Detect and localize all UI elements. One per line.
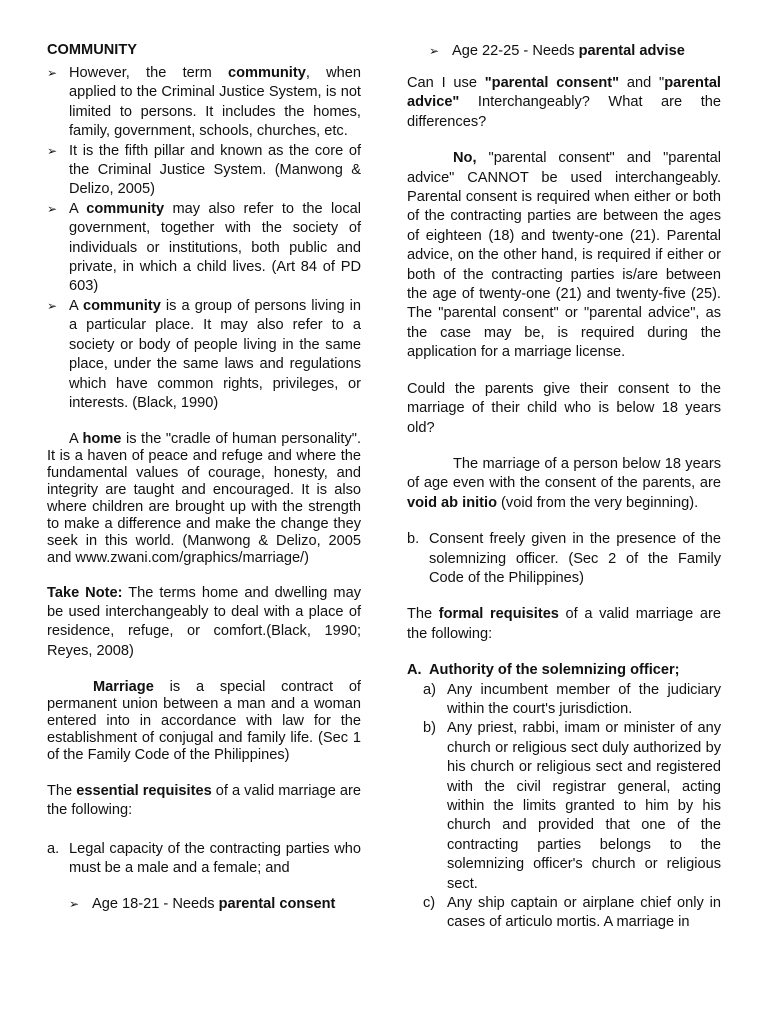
essential-requisites-intro: The essential requisites of a valid marriage are the following: [47,782,361,819]
list-item: ➢ However, the term community, when applied to the Criminal Justice System, is not limited to persons. It includes the homes, family, government, schools, churches, etc. [47,65,361,140]
arrow-bullet-icon: ➢ [69,897,80,912]
list-marker: A. [407,662,422,679]
home-definition: A home is the "cradle of human personality". It is a haven of peace and refuge and where the fundamental values of courage, honesty, and integrity are taught and encouraged. It is also where children are brought up with the strength to make a difference and make the change they seek in this world. (Manwong & Delizo, 2005 and www.zwani.com/graphics/marriage/) [47,431,362,566]
question-below-18: Could the parents give their consent to the marriage of their child who is below 18 years old? [407,380,721,436]
authority-list [407,681,721,933]
answer-interchangeable: No, "parental consent" and "parental advice" CANNOT be used interchangeably. Parental consent is required when either or both of the contracting parties are between the ages of eighteen (18) and twenty-one (21). Parental advice, on the other hand, is required if either or both of the contracting parties is/are between the age of twenty-one (21) and twenty-five (25). The "parental consent" or "parental advice", as the case may be, is required during the application for a marriage license. [407,150,721,361]
list-item: ➢ It is the fifth pillar and known as the core of the Criminal Justice System. (Manwong & Delizo, 2005) [47,142,361,198]
list-item: a) Any incumbent member of the judiciary within the court's jurisdiction. [423,681,721,717]
community-bullet-list [47,64,361,413]
list-marker: b) [423,720,436,737]
list-item: b) Any priest, rabbi, imam or minister of any church or religious sect duly authorized by his church or religious sect and registered with the civil registrar general, acting within the limits granted to him by his church and provided that one of the contracting parties belongs to the solemnizing officer's church or religious sect. [423,720,721,892]
requisite-a: a. Legal capacity of the contracting parties who must be a male and a female; and [47,840,361,876]
answer-below-18: The marriage of a person below 18 years of age even with the consent of the parents, are void ab initio (void from the very beginning). [407,455,721,511]
arrow-bullet-icon: ➢ [47,66,58,80]
age-18-21-item: ➢ Age 18-21 - Needs parental consent [47,895,361,914]
section-heading: COMMUNITY [47,42,137,58]
take-note: Take Note: The terms home and dwelling may be used interchangeably to deal with a place of residence, refuge, or comfort.(Black, 1990; Reyes, 2008) [47,584,361,659]
list-marker: c) [423,895,436,912]
arrow-bullet-icon: ➢ [47,201,58,216]
formal-requisites-intro: The formal requisites of a valid marriage are the following: [407,606,721,642]
arrow-bullet-icon: ➢ [47,298,58,313]
list-marker: a) [423,681,436,698]
list-item: ➢ A community may also refer to the local government, together with the society of individuals or institutions, both public and private, in which a child lives. (Art 84 of PD 603) [47,200,362,295]
right-column [407,40,721,933]
age-22-25-item: ➢ Age 22-25 - Needs parental advise [407,40,721,62]
list-marker: b. [407,531,420,548]
question-interchangeable: Can I use "parental consent" and "parental advice" Interchangeably? What are the differences? [407,75,721,130]
list-item: c) Any ship captain or airplane chief only in cases of articulo mortis. A marriage in [423,895,721,931]
arrow-bullet-icon: ➢ [429,44,440,58]
section-a-heading: A. Authority of the solemnizing officer; [407,661,721,680]
left-column [47,40,361,915]
list-item: ➢ A community is a group of persons living in a particular place. It may also refer to a society or body of people living in the same place, under the same laws and regulations which have common rights, privileges, or interests. (Black, 1990) [47,297,361,411]
requisite-b: b. Consent freely given in the presence of the solemnizing officer. (Sec 2 of the Family Code of the Philippines) [407,531,721,586]
marriage-definition: Marriage is a special contract of permanent union between a man and a woman entered into in accordance with law for the establishment of conjugal and family life. (Sec 1 of the Family Code of the Philippines) [47,679,361,763]
arrow-bullet-icon: ➢ [47,143,58,158]
list-marker: a. [47,840,60,857]
